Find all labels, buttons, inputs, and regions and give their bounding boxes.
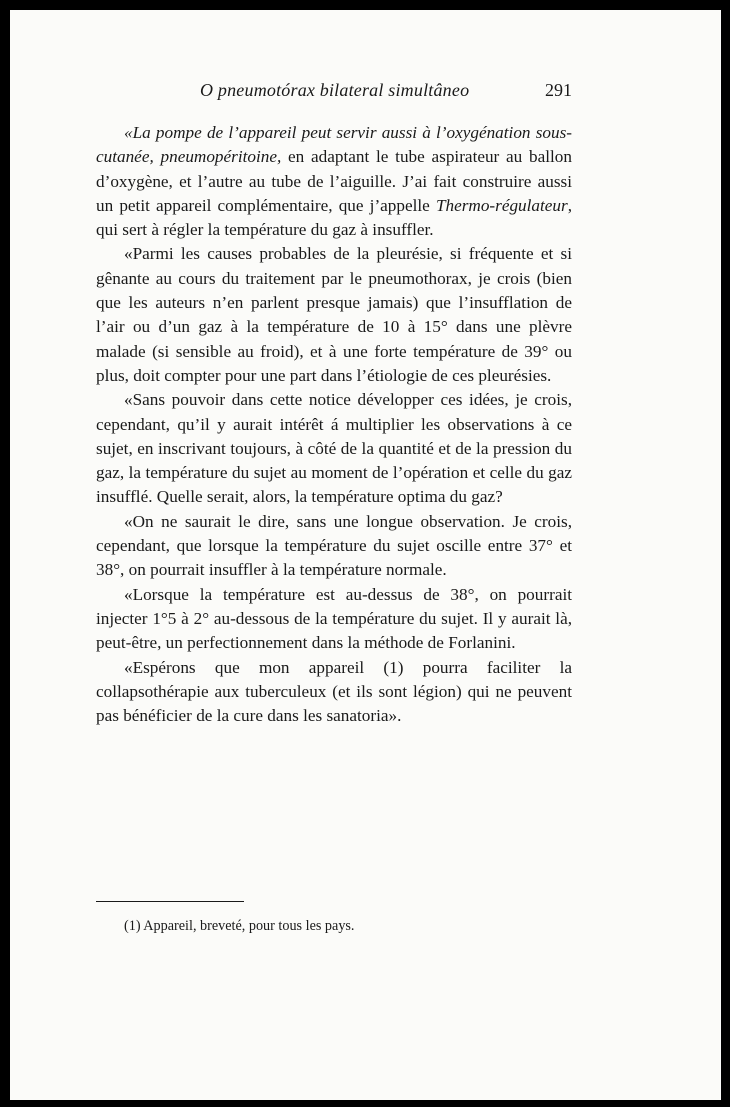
- page-number: 291: [545, 80, 572, 100]
- running-head: [96, 80, 572, 106]
- paragraph-5: «Lorsque la température est au-dessus de 38°, on pourrait injecter 1°5 à 2° au-dessous de la température du sujet. Il y aurait là, peut-être, un perfectionnement dans la méthode de Forlanini.: [96, 584, 572, 653]
- paragraph-1-italic-term: Thermo-régulateur: [435, 195, 568, 215]
- paragraph-4: «On ne saurait le dire, sans une longue observation. Je crois, cependant, que lorsque la température du sujet oscille entre 37° et 38°, on pourrait insuffler à la température normale.: [96, 511, 572, 580]
- body-text: [96, 121, 572, 728]
- paragraph-1: [96, 121, 572, 242]
- paragraph-2: «Parmi les causes probables de la pleurésie, si fréquente et si gênante au cours du traitement par le pneumothorax, je crois (bien que les auteurs n’en parlent presque jamais) que l’insufflation de l’air ou d’un gaz à la température de 10 à 15° dans une plèvre malade (si sensible au froid), et à une forte température de 39° ou plus, doit compter pour une part dans l’étiologie de ces pleurésies.: [96, 244, 572, 385]
- running-title: O pneumotórax bilateral simultâneo: [200, 80, 470, 100]
- paragraph-6: «Espérons que mon appareil (1) pourra faciliter la collapsothérapie aux tuberculeux (et ils sont légion) qui ne peuvent pas bénéficier de la cure dans les sanatoria».: [96, 657, 572, 726]
- paragraph-1-text-b: , qui sert à régler la température du gaz à insuffler.: [96, 195, 572, 240]
- footnote: (1) Appareil, breveté, pour tous les pays.: [124, 918, 355, 934]
- footnote-divider: [96, 901, 244, 902]
- paragraph-1-italic-lead: «La pompe de l’appareil peut servir aussi à l’oxygénation sous-cutanée, pneumopéritoine,: [96, 123, 572, 167]
- paragraph-3: «Sans pouvoir dans cette notice développer ces idées, je crois, cependant, qu’il y aurait intérêt á multiplier les observations à ce sujet, en inscrivant toujours, à côté de la quantité et de la pression du gaz, la température du sujet au moment de l’opération et celle du gaz insufflé. Quelle serait, alors, la température optima du gaz?: [96, 390, 572, 507]
- paragraph-1-text-a: en adaptant le tube aspirateur au ballon d’oxygène, et l’autre au tube de l’aiguille. J’ai fait construire aussi un petit appareil complémentaire, que j’appelle: [96, 147, 572, 215]
